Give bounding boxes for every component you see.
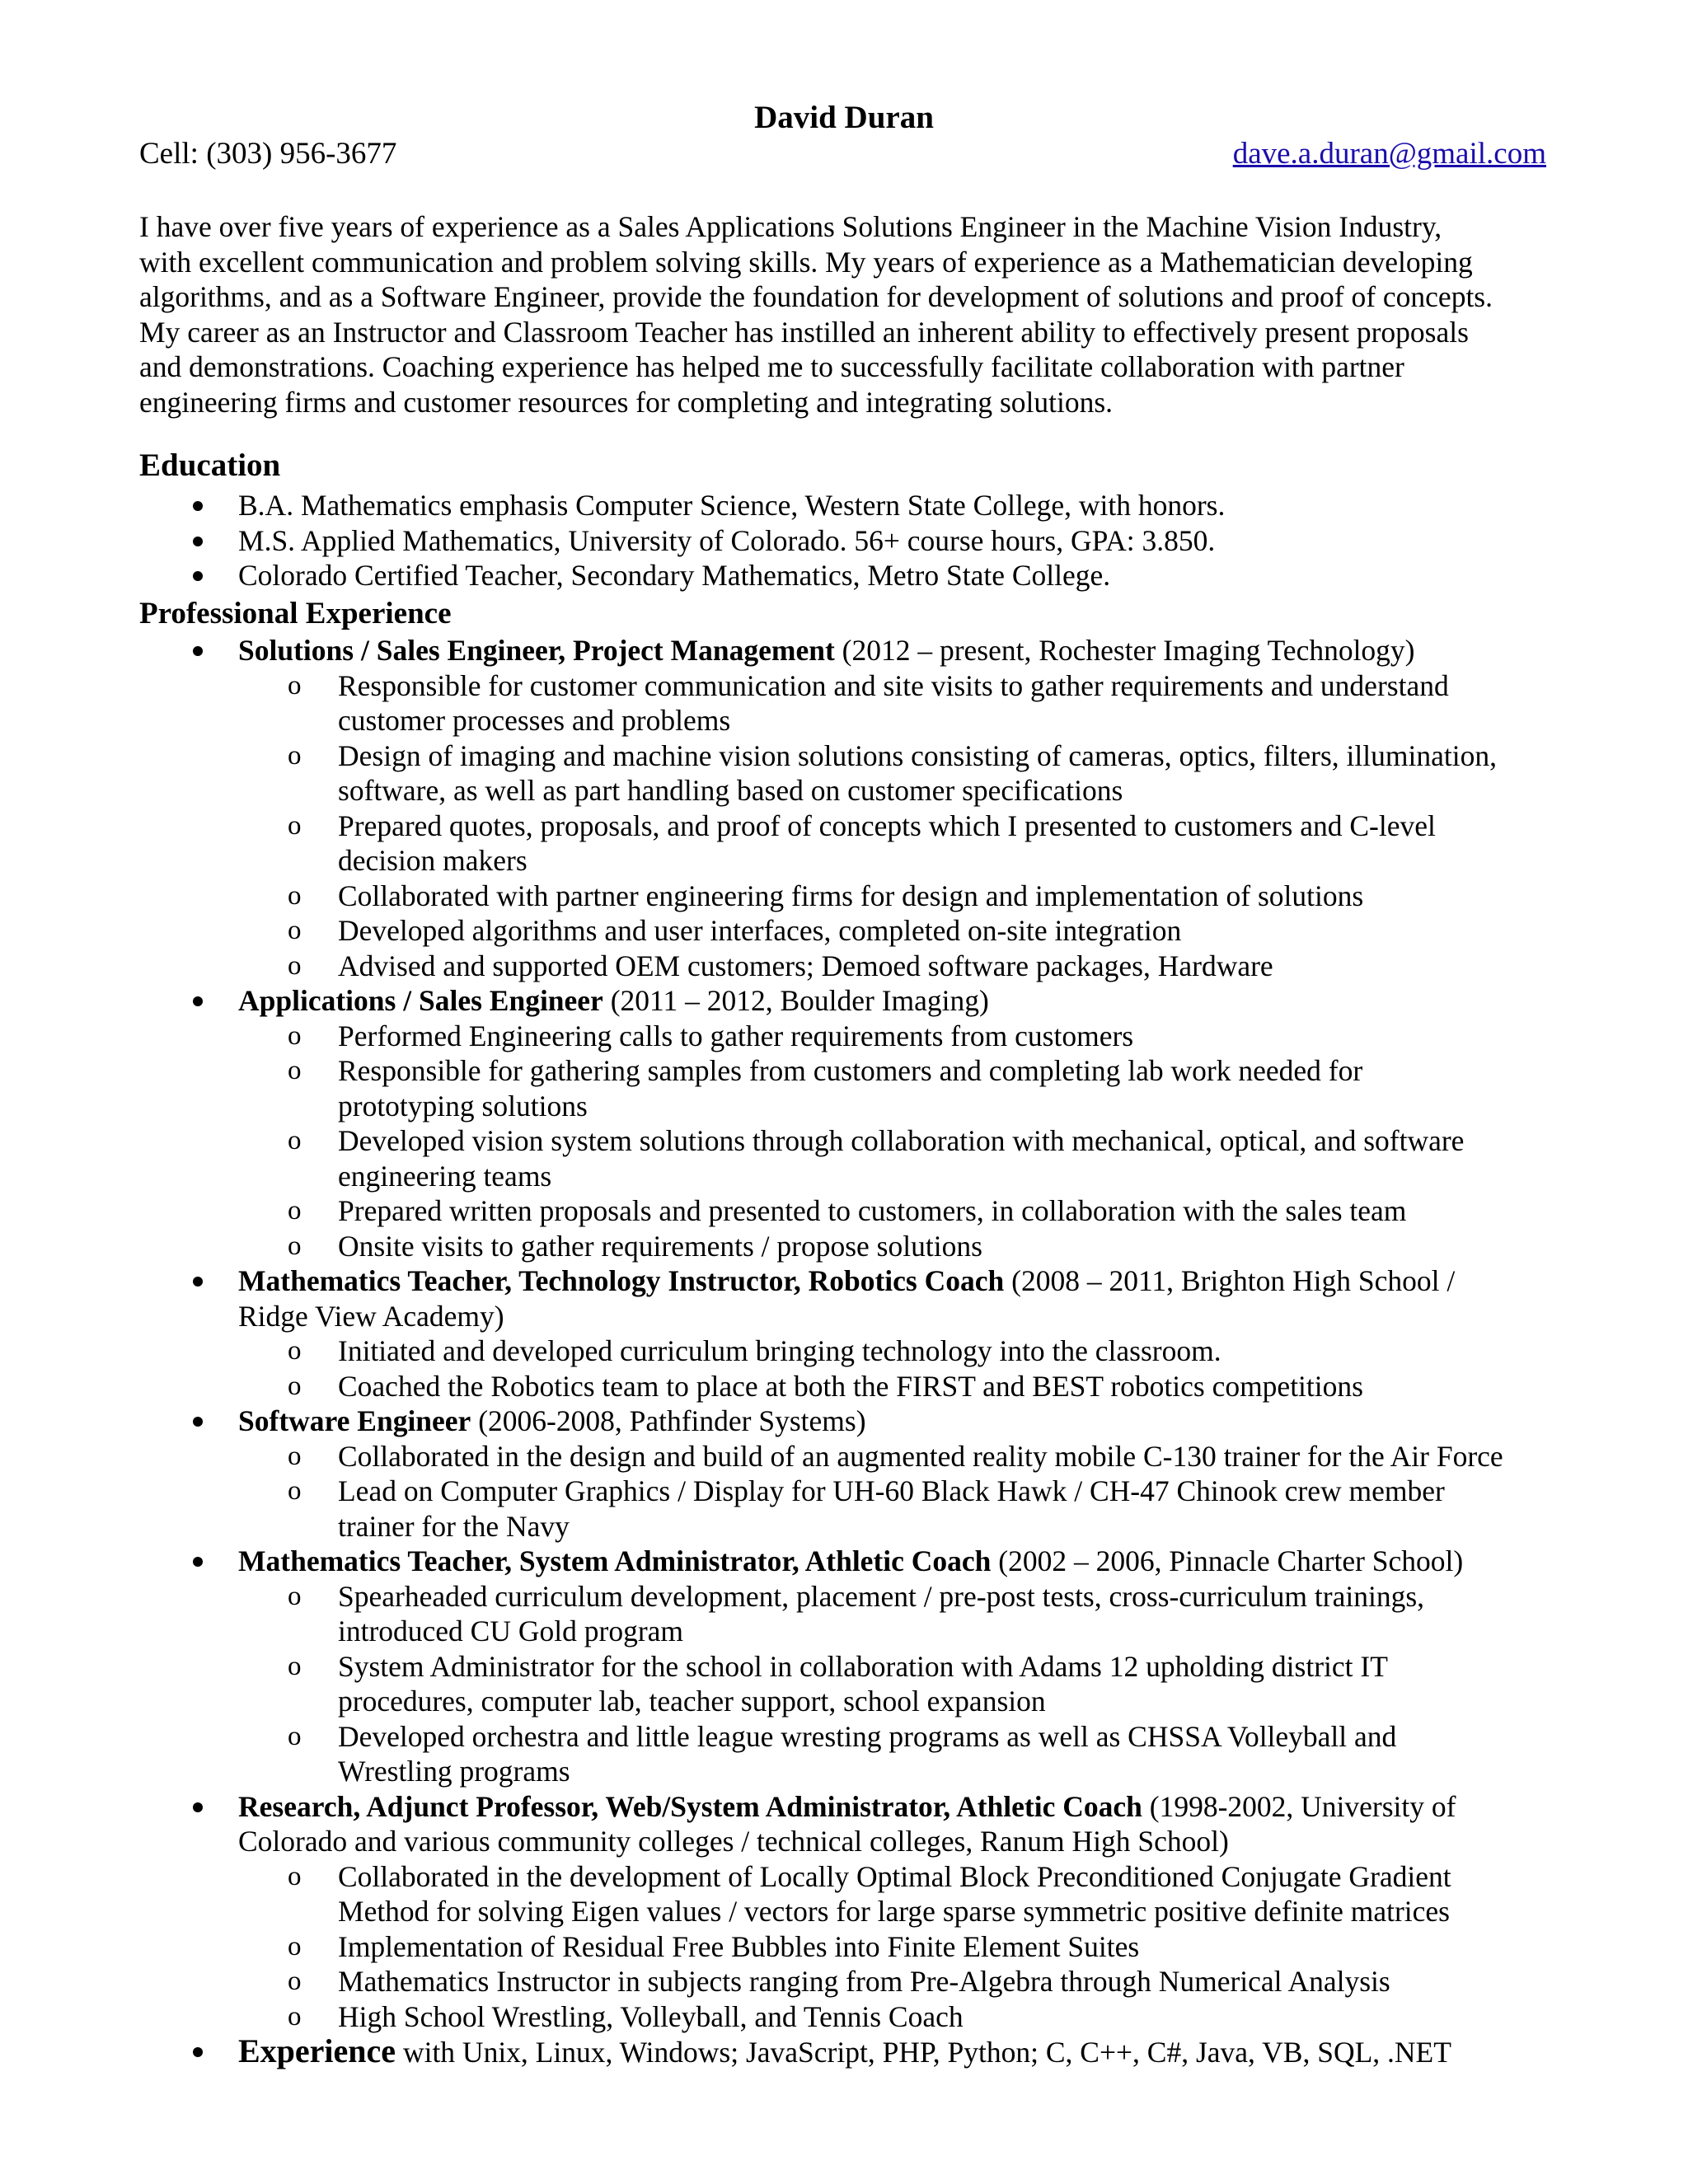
job-sub-item xyxy=(0,1439,1688,1474)
circle-bullet-icon: o xyxy=(288,1230,302,1261)
job-sub-item-text: prototyping solutions xyxy=(338,1089,588,1122)
summary-line: with excellent communication and problem solving skills. My years of experience as a Mathematician developing xyxy=(139,245,1473,279)
contact-row xyxy=(139,134,1546,175)
job-entry xyxy=(0,633,1688,668)
job-sub-item-text: Prepared quotes, proposals, and proof of concepts which I presented to customers and C-level xyxy=(338,808,1436,842)
job-sub-item-text: Prepared written proposals and presented to customers, in collaboration with the sales team xyxy=(338,1194,1407,1227)
circle-bullet-icon: o xyxy=(288,1651,302,1681)
summary-line: algorithms, and as a Software Engineer, provide the foundation for development of solutions and proof of concepts. xyxy=(139,280,1493,313)
circle-bullet-icon: o xyxy=(288,2001,302,2032)
job-sub-item xyxy=(0,1159,1688,1194)
job-detail: (2006-2008, Pathfinder Systems) xyxy=(471,1404,866,1437)
job-sub-item-text: engineering teams xyxy=(338,1159,552,1193)
job-sub-item-text: introduced CU Gold program xyxy=(338,1615,684,1647)
job-sub-item xyxy=(0,808,1688,844)
bullet-icon xyxy=(193,1277,203,1286)
job-sub-item xyxy=(0,1999,1688,2035)
skills-entry xyxy=(0,2034,1688,2070)
bullet-icon xyxy=(193,571,203,581)
job-sub-item xyxy=(0,1333,1688,1369)
job-sub-item-text: High School Wrestling, Volleyball, and Tennis Coach xyxy=(338,1999,964,2033)
summary-line: engineering firms and customer resources for completing and integrating solutions. xyxy=(139,385,1114,419)
education-list xyxy=(0,488,1688,593)
job-sub-item xyxy=(0,843,1688,879)
job-entry xyxy=(0,1263,1688,1299)
education-item-text: Colorado Certified Teacher, Secondary Mathematics, Metro State College. xyxy=(238,559,1111,592)
circle-bullet-icon: o xyxy=(288,916,302,945)
job-sub-item-text: System Administrator for the school in collaboration with Adams 12 upholding district IT xyxy=(338,1649,1388,1683)
circle-bullet-icon: o xyxy=(288,670,302,701)
job-sub-item xyxy=(0,1754,1688,1789)
job-sub-item-text: Collaborated in the development of Locally Optimal Block Preconditioned Conjugate Gradient xyxy=(338,1859,1451,1893)
job-sub-item-text: procedures, computer lab, teacher support, school expansion xyxy=(338,1685,1046,1718)
job-sub-item xyxy=(0,1964,1688,1999)
job-sub-item-text: Developed vision system solutions through collaboration with mechanical, optical, and software xyxy=(338,1124,1465,1157)
bullet-icon xyxy=(193,1557,203,1567)
job-sub-item xyxy=(0,1229,1688,1264)
circle-bullet-icon: o xyxy=(288,950,302,981)
job-entry xyxy=(0,1404,1688,1439)
job-sub-item-text: Responsible for gathering samples from customers and completing lab work needed for xyxy=(338,1054,1363,1087)
job-entry xyxy=(0,1544,1688,1579)
bullet-icon xyxy=(193,2047,203,2057)
job-sub-item xyxy=(0,1719,1688,1755)
job-sub-item xyxy=(0,1649,1688,1685)
circle-bullet-icon: o xyxy=(288,1196,302,1226)
job-sub-item xyxy=(0,1369,1688,1404)
job-sub-item-text: Developed orchestra and little league wresting programs as well as CHSSA Volleyball and xyxy=(338,1719,1397,1753)
job-sub-item-text: Wrestling programs xyxy=(338,1755,570,1788)
job-sub-item-text: Onsite visits to gather requirements / propose solutions xyxy=(338,1229,982,1263)
job-sub-item xyxy=(0,1123,1688,1159)
circle-bullet-icon: o xyxy=(288,1020,302,1051)
email-link[interactable]: dave.a.duran@gmail.com xyxy=(1232,137,1546,171)
job-sub-item xyxy=(0,1509,1688,1544)
education-item-text: B.A. Mathematics emphasis Computer Science, Western State College, with honors. xyxy=(238,489,1226,522)
job-sub-item-text: Spearheaded curriculum development, placement / pre-post tests, cross-curriculum trainings, xyxy=(338,1579,1425,1613)
job-sub-item xyxy=(0,738,1688,774)
bullet-icon xyxy=(193,501,203,511)
education-heading: Education xyxy=(139,448,281,483)
job-sub-item-text: Initiated and developed curriculum bringing technology into the classroom. xyxy=(338,1334,1221,1367)
circle-bullet-icon: o xyxy=(288,1056,302,1085)
circle-bullet-icon: o xyxy=(288,1721,302,1751)
job-sub-item xyxy=(0,1684,1688,1719)
bullet-icon xyxy=(193,1417,203,1427)
job-detail-continued: Colorado and various community colleges / technical colleges, Ranum High School) xyxy=(238,1825,1229,1858)
job-entry xyxy=(0,1789,1688,1825)
job-title: Software Engineer xyxy=(238,1404,471,1437)
job-title: Mathematics Teacher, Technology Instructor, Robotics Coach xyxy=(238,1264,1005,1297)
job-sub-item-text: Implementation of Residual Free Bubbles into Finite Element Suites xyxy=(338,1929,1140,1963)
job-sub-item xyxy=(0,1089,1688,1124)
job-sub-item xyxy=(0,1894,1688,1929)
job-title: Mathematics Teacher, System Administrator, Athletic Coach xyxy=(238,1544,992,1577)
summary-line: I have over five years of experience as a Sales Applications Solutions Engineer in the Machine Vision Industry, xyxy=(139,210,1442,243)
circle-bullet-icon: o xyxy=(288,810,302,841)
bullet-icon xyxy=(193,996,203,1006)
circle-bullet-icon: o xyxy=(288,880,302,911)
circle-bullet-icon: o xyxy=(288,1581,302,1611)
job-sub-item xyxy=(0,949,1688,984)
job-sub-item xyxy=(0,1579,1688,1615)
cell-phone: Cell: (303) 956-3677 xyxy=(139,137,397,171)
job-sub-item-text: Collaborated in the design and build of an augmented reality mobile C-130 trainer for the Air Force xyxy=(338,1439,1503,1473)
experience-list xyxy=(0,633,1688,2070)
job-sub-item-text: Mathematics Instructor in subjects ranging from Pre-Algebra through Numerical Analysis xyxy=(338,1965,1390,1998)
job-sub-item-text: Performed Engineering calls to gather requirements from customers xyxy=(338,1019,1134,1052)
job-sub-item-text: Method for solving Eigen values / vectors for large sparse symmetric positive definite matrices xyxy=(338,1895,1450,1928)
education-item-text: M.S. Applied Mathematics, University of Colorado. 56+ course hours, GPA: 3.850. xyxy=(238,523,1216,557)
circle-bullet-icon: o xyxy=(288,1966,302,1996)
circle-bullet-icon: o xyxy=(288,1336,302,1366)
circle-bullet-icon: o xyxy=(288,1126,302,1155)
education-item xyxy=(0,558,1688,593)
circle-bullet-icon: o xyxy=(288,1476,302,1506)
bullet-icon xyxy=(193,1802,203,1812)
education-item xyxy=(0,488,1688,523)
job-detail: (2011 – 2012, Boulder Imaging) xyxy=(603,984,989,1017)
summary-line: and demonstrations. Coaching experience has helped me to successfully facilitate collaboration with partner xyxy=(139,350,1404,383)
experience-heading: Professional Experience xyxy=(139,597,452,630)
circle-bullet-icon: o xyxy=(288,1441,302,1471)
job-sub-item xyxy=(0,1929,1688,1965)
job-sub-item-text: software, as well as part handling based on customer specifications xyxy=(338,774,1123,807)
circle-bullet-icon: o xyxy=(288,1861,302,1891)
job-sub-item-text: Developed algorithms and user interfaces, completed on-site integration xyxy=(338,914,1182,947)
job-sub-item xyxy=(0,1859,1688,1895)
job-sub-item xyxy=(0,1019,1688,1054)
job-sub-item-text: customer processes and problems xyxy=(338,704,731,737)
job-title: Applications / Sales Engineer xyxy=(238,984,603,1017)
skills-text: with Unix, Linux, Windows; JavaScript, PHP, Python; C, C++, C#, Java, VB, SQL, .NET xyxy=(396,2036,1451,2069)
job-sub-item xyxy=(0,703,1688,738)
job-sub-item xyxy=(0,1614,1688,1649)
skills-label: Experience xyxy=(238,2032,396,2069)
education-item xyxy=(0,523,1688,559)
job-title: Solutions / Sales Engineer, Project Management xyxy=(238,634,835,667)
job-detail-continued: Ridge View Academy) xyxy=(238,1299,504,1333)
job-detail: (2012 – present, Rochester Imaging Technology) xyxy=(834,634,1415,667)
job-sub-item-text: decision makers xyxy=(338,844,528,877)
job-sub-item-text: Responsible for customer communication and site visits to gather requirements and understand xyxy=(338,668,1449,702)
job-detail: (2002 – 2006, Pinnacle Charter School) xyxy=(991,1544,1464,1577)
job-detail: (2008 – 2011, Brighton High School / xyxy=(1004,1264,1456,1297)
job-sub-item xyxy=(0,1053,1688,1089)
job-sub-item-text: Collaborated with partner engineering firms for design and implementation of solutions xyxy=(338,879,1364,912)
bullet-icon xyxy=(193,537,203,546)
job-sub-item xyxy=(0,773,1688,808)
circle-bullet-icon: o xyxy=(288,740,302,771)
job-sub-item xyxy=(0,668,1688,704)
job-sub-item xyxy=(0,879,1688,914)
job-sub-item-text: Design of imaging and machine vision solutions consisting of cameras, optics, filters, illumination, xyxy=(338,738,1497,772)
job-sub-item-text: trainer for the Navy xyxy=(338,1509,570,1543)
job-sub-item-text: Lead on Computer Graphics / Display for UH-60 Black Hawk / CH-47 Chinook crew member xyxy=(338,1474,1445,1507)
job-sub-item xyxy=(0,1193,1688,1229)
circle-bullet-icon: o xyxy=(288,1371,302,1401)
job-sub-item-text: Coached the Robotics team to place at both the FIRST and BEST robotics competitions xyxy=(338,1369,1363,1403)
summary-line: My career as an Instructor and Classroom Teacher has instilled an inherent ability to effectively present proposals xyxy=(139,315,1469,349)
job-sub-item xyxy=(0,913,1688,949)
job-title: Research, Adjunct Professor, Web/System Administrator, Athletic Coach xyxy=(238,1789,1142,1823)
summary-paragraph xyxy=(139,209,1557,419)
job-sub-item-text: Advised and supported OEM customers; Demoed software packages, Hardware xyxy=(338,949,1273,982)
bullet-icon xyxy=(193,646,203,656)
job-sub-item xyxy=(0,1474,1688,1509)
candidate-name: David Duran xyxy=(754,100,934,135)
job-detail: (1998-2002, University of xyxy=(1142,1789,1456,1823)
circle-bullet-icon: o xyxy=(288,1931,302,1961)
job-entry xyxy=(0,983,1688,1019)
